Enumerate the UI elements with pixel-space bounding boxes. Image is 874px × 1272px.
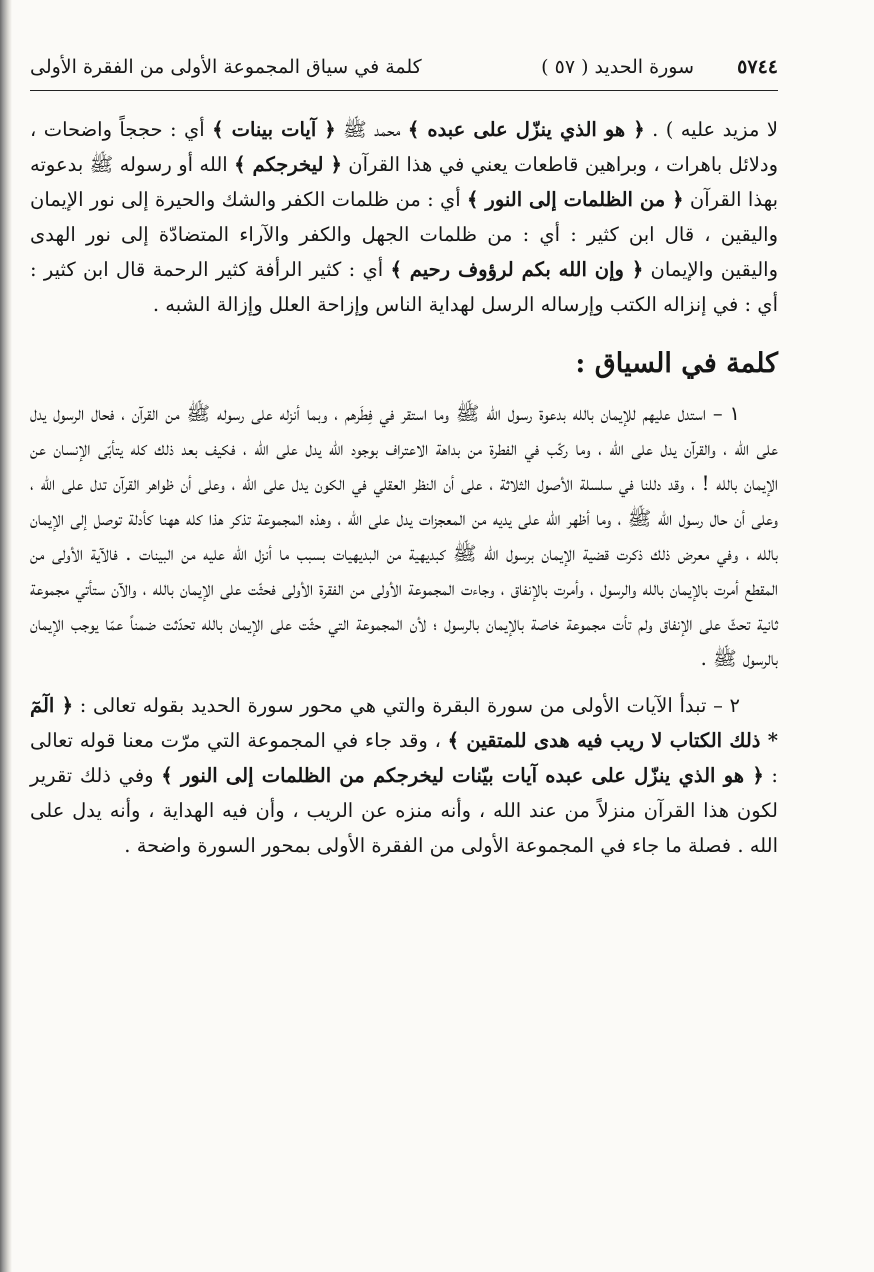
quran-quote: ﴿ وإن الله بكم لرؤوف رحيم ﴾ bbox=[390, 258, 644, 281]
text-run: أي : كثير الرأفة كثير الرحمة قال ابن كثير : أي : في إنزاله الكتب وإرساله الرسل لهداية الناس وإزاحة العلل وإزالة الشبه . bbox=[30, 258, 778, 316]
quran-quote: ﴿ ليخرجكم ﴾ bbox=[234, 153, 342, 176]
page-header bbox=[30, 52, 778, 86]
text-run: لا مزيد عليه ) . bbox=[644, 118, 779, 141]
page-edge-shadow bbox=[0, 0, 12, 1272]
text-run: وفي ذلك تقرير لكون هذا القرآن منزلاً من عند الله ، وأنه منزه عن الريب ، وأن فيه الهداية ، وأنه يدل على الله . فصلة ما جاء في المجموعة الأولى من الفقرة الأولى بمحور السورة واضحة . bbox=[30, 764, 778, 857]
quran-quote: ﴿ هو الذي ينزّل على عبده آيات بيّنات ليخرجكم من الظلمات إلى النور ﴾ bbox=[161, 764, 764, 787]
sura-label: سورة الحديد ( ٥٧ ) bbox=[541, 56, 694, 78]
intro-block bbox=[30, 112, 778, 322]
quran-quote: ﴿ الٓمٓ * ذلك الكتاب لا ريب فيه هدى للمتقين ﴾ bbox=[30, 694, 778, 752]
section-title: كلمة في السياق : bbox=[575, 348, 778, 379]
text-run: أي : حججاً واضحات ، ودلائل باهرات ، وبراهين قاطعات يعني في هذا القرآن bbox=[30, 118, 778, 176]
page-number: ٥٧٤٤ bbox=[737, 56, 778, 78]
running-title: كلمة في سياق المجموعة الأولى من الفقرة الأولى bbox=[30, 56, 422, 78]
text-run: أي : من ظلمات الكفر والشك والحيرة إلى نور الإيمان واليقين ، قال ابن كثير : أي : من ظلمات الجهل والكفر والآراء المتضادّة إلى نور الهدى واليقين والإيمان bbox=[30, 188, 778, 281]
text-run: ، وقد جاء في المجموعة التي مرّت معنا قوله تعالى : bbox=[30, 729, 778, 787]
paragraph bbox=[30, 688, 778, 863]
section-block bbox=[30, 396, 778, 863]
header-rule bbox=[30, 90, 778, 91]
quran-quote: ﴿ من الظلمات إلى النور ﴾ bbox=[467, 188, 684, 211]
text-run: ١ – استدل عليهم للإيمان بالله بدعوة رسول الله ﷺ وما استقر في فِطَرهم ، وبما أنزله على رسوله ﷺ من القرآن ، فحال الرسول يدل على الله ، والقرآن يدل على الله ، وما ركّب في الفطرة من بداهة الاعتراف بوجود الله يدل على الله ، فكيف بعد ذلك كله يتأبّى الإنسان عن الإيمان بالله ! ، وقد دللنا في سلسلة الأصول الثلاثة ، على أن النظر العقلي في الكون يدل على الله ، وعلى أن ظواهر القرآن تدل على الله ، وعلى أن حال رسول الله ﷺ ، وما أظهر الله على يديه من المعجزات يدل على الله ، وهذه المجموعة تذكر هذا كله ههنا كأدلة توصل إلى الإيمان بالله ، وفي معرض ذلك ذكرت قضية الإيمان برسول الله ﷺ كبديهية من البديهيات بسبب ما أنزل الله عليه من البينات . فالآية الأولى من المقطع أمرت بالإيمان بالله والرسول ، وأمرت بالإنفاق ، وجاءت المجموعة الأولى من الفقرة الأولى فحثّت على الإيمان بالله ، والآن ستأتي مجموعة ثانية تحثّ على الإنفاق ولم تأت مجموعة خاصة بالإيمان بالرسول ؛ لأن المجموعة التي حثّت على الإيمان بالله تحدّثت ضمناً عمّا يوجب الإيمان بالرسول ﷺ . bbox=[30, 402, 778, 670]
text-run: ٢ – تبدأ الآيات الأولى من سورة البقرة والتي هي محور سورة الحديد بقوله تعالى : bbox=[73, 694, 740, 717]
paragraph bbox=[30, 112, 778, 322]
quran-quote: ﴿ آيات بينات ﴾ bbox=[212, 118, 336, 141]
body-text bbox=[30, 112, 778, 863]
text-run: الله أو رسوله ﷺ بدعوته بهذا القرآن bbox=[30, 153, 779, 211]
paragraph bbox=[30, 396, 778, 676]
text-run: محمد ﷺ bbox=[335, 118, 408, 141]
quran-quote: ﴿ هو الذي ينزّل على عبده ﴾ bbox=[407, 118, 645, 141]
